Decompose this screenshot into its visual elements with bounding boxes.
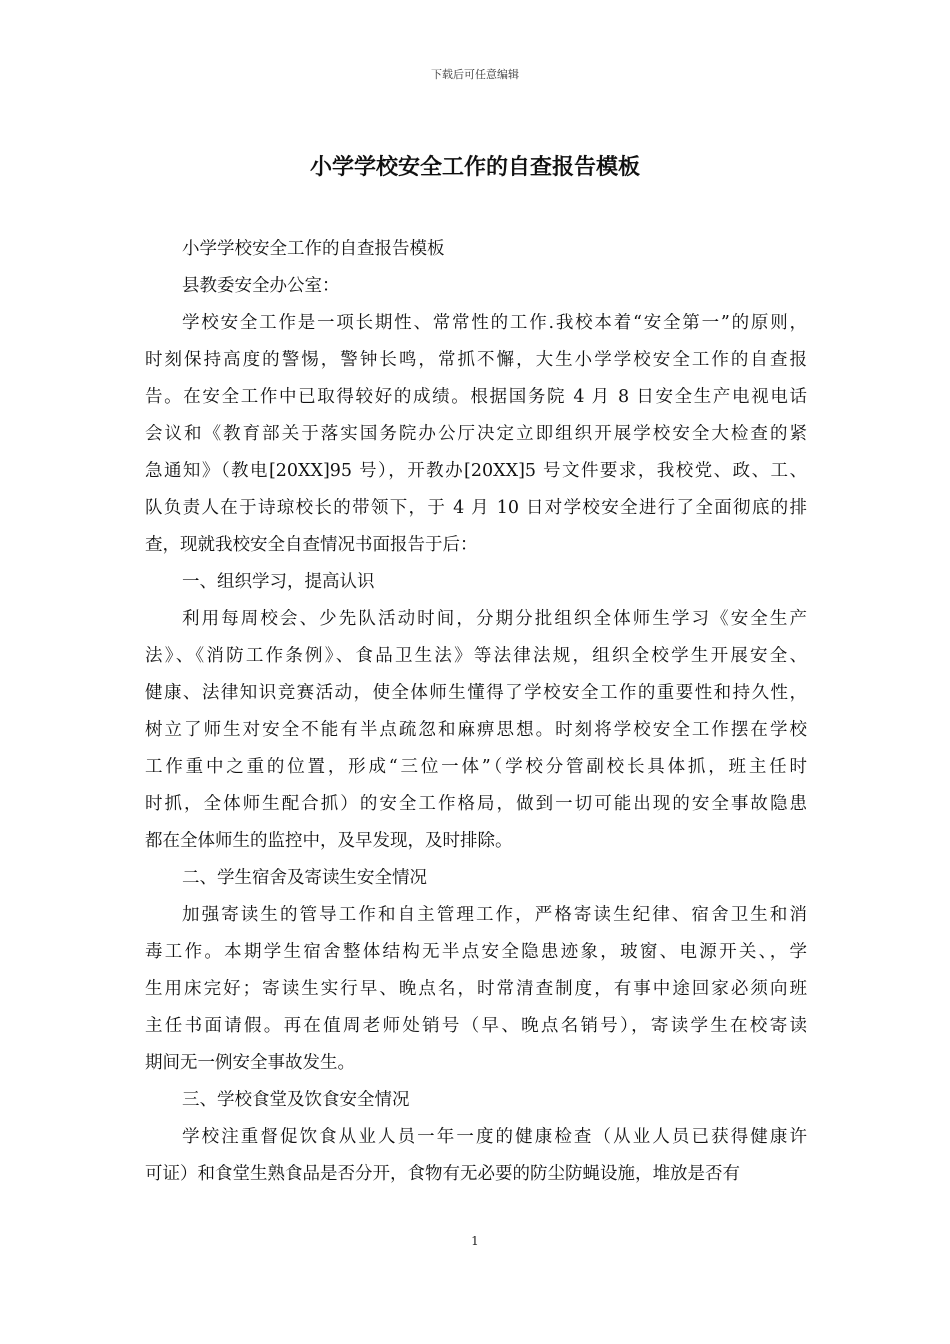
paragraph — [145, 564, 807, 601]
document-title: 小学学校安全工作的自查报告模板 — [309, 154, 640, 180]
paragraph — [145, 305, 807, 564]
paragraph-line: 都在全体师生的监控中，及早发现，及时排除。 — [145, 831, 513, 851]
paragraph — [145, 1082, 807, 1119]
paragraph-line: 学校安全工作是一项长期性、常常性的工作.我校本着“安全第一”的原则， — [182, 313, 807, 333]
paragraph — [145, 1119, 807, 1193]
paragraph — [145, 860, 807, 897]
paragraph-line: 利用每周校会、少先队活动时间，分期分批组织全体师生学习《安全生产 — [182, 609, 807, 629]
paragraph-line: 加强寄读生的管导工作和自主管理工作，严格寄读生纪律、宿舍卫生和消 — [182, 905, 807, 925]
paragraph-line: 主任书面请假。再在值周老师处销号（早、晚点名销号），寄读学生在校寄读 — [145, 1016, 807, 1036]
paragraph-line: 会议和《教育部关于落实国务院办公厅决定立即组织开展学校安全大检查的紧 — [145, 424, 807, 444]
paragraph-line: 法》、《消防工作条例》、食品卫生法》等法律法规，组织全校学生开展安全、 — [145, 646, 807, 666]
paragraph-line: 告。在安全工作中已取得较好的成绩。根据国务院 4 月 8 日安全生产电视电话 — [145, 387, 807, 407]
paragraph — [145, 897, 807, 1082]
paragraph-line: 毒工作。本期学生宿舍整体结构无半点安全隐患迹象，玻窗、电源开关、，学 — [145, 942, 807, 962]
paragraph-line: 小学学校安全工作的自查报告模板 — [182, 239, 445, 259]
paragraph-line: 查，现就我校安全自查情况书面报告于后： — [145, 535, 478, 555]
paragraph — [145, 601, 807, 860]
paragraph-line: 生用床完好；寄读生实行早、晚点名，时常清查制度，有事中途回家必须向班 — [145, 979, 807, 999]
page-header: 下载后可任意编辑 — [431, 68, 519, 81]
paragraph-line: 期间无一例安全事故发生。 — [145, 1053, 355, 1073]
paragraph-line: 三、学校食堂及饮食安全情况 — [182, 1090, 410, 1110]
paragraph-line: 学校注重督促饮食从业人员一年一度的健康检查（从业人员已获得健康许 — [182, 1127, 807, 1147]
paragraph — [145, 231, 807, 268]
paragraph — [145, 268, 807, 305]
paragraph-line: 队负责人在于诗琼校长的带领下，于 4 月 10 日对学校安全进行了全面彻底的排 — [145, 498, 807, 518]
paragraph-line: 工作重中之重的位置，形成“三位一体”（学校分管副校长具体抓，班主任时 — [145, 757, 807, 777]
paragraph-line: 时刻保持高度的警惕，警钟长鸣，常抓不懈，大生小学学校安全工作的自查报 — [145, 350, 807, 370]
page-number: 1 — [471, 1234, 479, 1248]
paragraph-line: 一、组织学习，提高认识 — [182, 572, 375, 592]
paragraph-line: 时抓，全体师生配合抓）的安全工作格局，做到一切可能出现的安全事故隐患 — [145, 794, 807, 814]
paragraph-line: 县教委安全办公室： — [182, 276, 340, 296]
paragraph-line: 健康、法律知识竞赛活动，使全体师生懂得了学校安全工作的重要性和持久性， — [145, 683, 807, 703]
paragraph-line: 急通知》（教电[20XX]95 号），开教办[20XX]5 号文件要求，我校党、政、工、 — [145, 461, 807, 481]
paragraph-line: 树立了师生对安全不能有半点疏忽和麻痹思想。时刻将学校安全工作摆在学校 — [145, 720, 807, 740]
document-body — [145, 231, 807, 1193]
paragraph-line: 可证）和食堂生熟食品是否分开，食物有无必要的防尘防蝇设施，堆放是否有 — [145, 1164, 740, 1184]
paragraph-line: 二、学生宿舍及寄读生安全情况 — [182, 868, 427, 888]
